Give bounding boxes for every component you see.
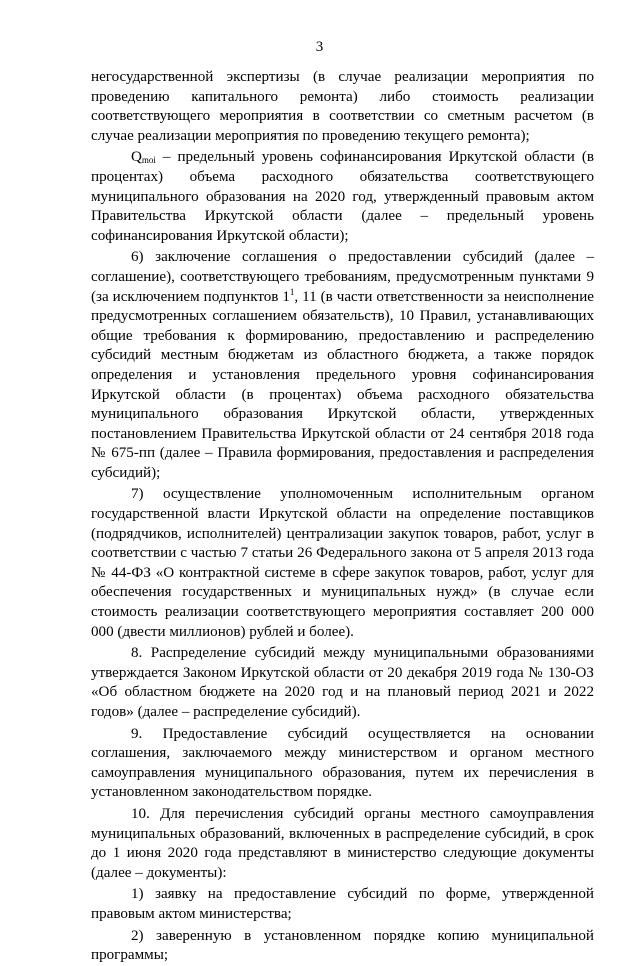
- cofinancing-definition: – предельный уровень софинансирования Иркутской области (в процентах) объема расходного обязательства соответствующего муниципального образования на 2020 год, утвержденный правовым актом Правительства Иркутской области (далее – предельный уровень софинансирования Иркутской области);: [91, 149, 594, 244]
- paragraph-doc-item-2: 2) заверенную в установленном порядке копию муниципальной программы;: [91, 927, 594, 964]
- page-number: 3: [315, 39, 324, 55]
- paragraph-section-9: 9. Предоставление субсидий осуществляется на основании соглашения, заключаемого между министерством и органом местного самоуправления муниципального образования, путем их перечисления в установленном законодательством порядке.: [91, 725, 594, 801]
- superscript-1: 1: [289, 286, 295, 297]
- paragraph-item-7-procurement: 7) осуществление уполномоченным исполнительным органом государственной власти Иркутской области на определение поставщиков (подрядчиков, исполнителей) централизации закупок товаров, работ, услуг в соответствии с частью 7 статьи 26 Федерального закона от 5 апреля 2013 года № 44-ФЗ «О контрактной системе в сфере закупок товаров, работ, услуг для обеспечения государственных и муниципальных нужд» (в случае если стоимость реализации соответствующего мероприятия составляет 200 000 000 (двести миллионов) рублей и более).: [91, 486, 594, 640]
- paragraph-item-6-agreement: 6) заключение соглашения о предоставлении субсидий (далее – соглашение), соответствующего требованиям, предусмотренным пунктами 9 (за исключением подпунктов $1^1$, 11 (в части ответственности за неисполнение предусмотренных соглашением обязательств), 10 Правил, устанавливающих общие требования к формированию, предоставлению и распределению субсидий местным бюджетам из областного бюджета, а также порядок определения и установления предельного уровня софинансирования Иркутской области (в процентах) объема расходного обязательства муниципального образования Иркутской области, утвержденных постановлением Правительства Иркутской области от 24 сентября 2018 года № 675-пп (далее – Правила формирования, предоставления и распределения субсидий);: [91, 249, 595, 481]
- paragraph-doc-item-1: 1) заявку на предоставление субсидий по форме, утвержденной правовым актом министерства;: [91, 886, 594, 922]
- paragraph-section-10: 10. Для перечисления субсидий органы местного самоуправления муниципальных образований, включенных в распределение субсидий, в срок до 1 июня 2020 года представляют в министерство следующие документы (далее – документы):: [91, 805, 594, 881]
- paragraph-expertise-continuation: негосударственной экспертизы (в случае реализации мероприятия по проведению капитального ремонта) либо стоимость реализации соответствующего мероприятия в соответствии со сметным расчетом (в случае реализации мероприятия по проведению текущего ремонта);: [91, 69, 594, 144]
- paragraph-section-8: 8. Распределение субсидий между муниципальными образованиями утверждается Законом Иркутской области от 20 декабря 2019 года № 130-ОЗ «Об областном бюджете на 2020 год и на плановый период 2021 и 2022 годов» (далее – распределение субсидий).: [91, 645, 594, 720]
- formula-subscript: moi: [141, 155, 156, 166]
- formula-symbol: Q: [131, 149, 142, 166]
- paragraph-cofinancing-level: [91, 148, 594, 246]
- document-body: [91, 68, 594, 966]
